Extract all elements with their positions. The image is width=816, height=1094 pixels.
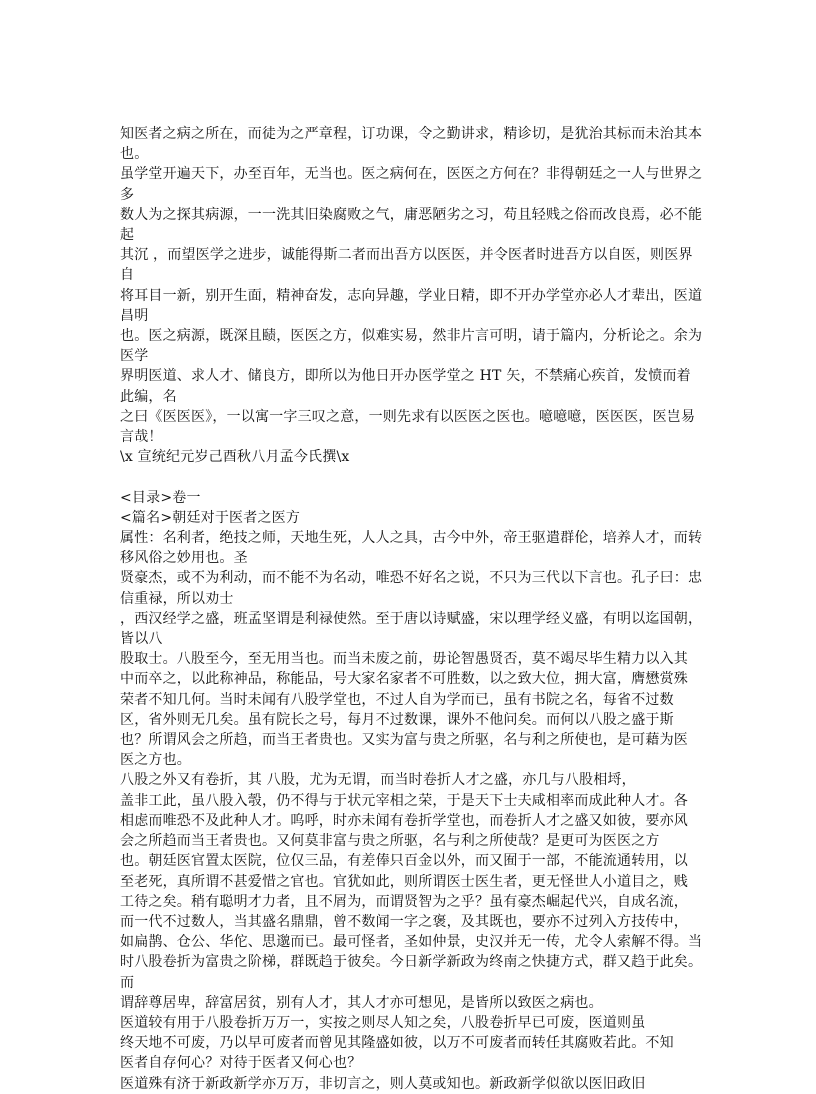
text-line: 八股之外又有卷折，其 八股，尤为无谓，而当时卷折人才之盛，亦几与八股相埒， [120,772,636,789]
text-line: 股取士。八股至今，至无用当也。而当未废之前，毋论智愚贤否，莫不竭尽毕生精力以入其 [120,651,688,668]
text-line: 医道殊有济于新政新学亦万万，非切言之，则人莫或知也。新政新学似欲以医旧政旧 [120,1075,646,1092]
text-line: 如扁鹊、仓公、华佗、思邈而已。最可怪者，圣如仲景，史汉并无一传，尤令人索解不得。当 [120,934,703,951]
text-line: <篇名>朝廷对于医者之医方 [120,509,301,526]
text-line: ，西汉经学之盛，班孟坚谓是利禄使然。至于唐以诗赋盛，宋以理学经义盛，有明以迄国朝，皆以八 [120,610,703,648]
text-line: 盖非工此，虽八股入彀，仍不得与于状元宰相之荣，于是天下士夫咸相率而成此种人才。各 [120,792,688,809]
blank-line [120,467,704,487]
text-line: \x 宣统纪元岁己酉秋八月孟今氏撰\x [120,449,350,466]
text-line: 知医者之病之所在，而徒为之严章程，订功课，令之勤讲求，精诊切，是犹治其标而未治其本也。 [120,126,703,163]
text-line: 时八股卷折为富贵之阶梯，群既趋于彼矣。今日新学新政为终南之快捷方式，群又趋于此矣。而 [120,954,703,991]
text-line: 将耳目一新，别开生面，精神奋发，志向异趣，学业日精，即不开办学堂亦必人才辈出，医道昌明 [120,287,703,324]
text-line: 相虑而唯恐不及此种人才。呜呼，时亦未闻有卷折学堂也，而卷折人才之盛又如彼，要亦风 [120,812,688,829]
text-line: 之曰《医医医》，一以寓一字三叹之意，一则先求有以医医之医也。噫噫噫，医医医，医岂易言哉！ [120,408,696,446]
text-line: 工待之矣。稍有聪明才力者，且不屑为，而谓贤智为之乎？虽有豪杰崛起代兴，自成名流， [120,893,688,910]
text-line: 医之方也。 [120,752,191,769]
text-line: 属性：名利者，绝技之师，天地生死，人人之具，古今中外，帝王驱遣群伦，培养人才，而转移风俗之妙用也。圣 [120,530,703,567]
text-line: 也？所谓风会之所趋，而当王者贵也。又实为富与贵之所驱，名与利之所使也，是可藉为医 [120,732,688,749]
text-line: 区，省外则无几矣。虽有院长之号，每月不过数课，课外不他问矣。而何以八股之盛于斯 [120,711,674,728]
text-line: 虽学堂开遍天下，办至百年，无当也。医之病何在，医医之方何在？非得朝廷之一人与世界之多 [120,166,703,203]
text-line: 也。医之病源，既深且赜，医医之方，似难实易，然非片言可明，请于篇内，分析论之。余为医学 [120,328,703,365]
text-line: 界明医道、求人才、储良方，即所以为他日开办医学堂之 HT 矢，不禁痛心疾首，发愤而着此编，名 [120,368,691,405]
text-line: 至老死，真所谓不甚爱惜之官也。官犹如此，则所谓医士医生者，更无怪世人小道目之，贱 [120,873,688,890]
text-line: 中而卒之，以此称神品，称能品，号大家名家者不可胜数，以之致大位，拥大富，膺懋赏殊 [120,671,688,688]
text-line: <目录>卷一 [120,489,201,506]
text-line: 医道较有用于八股卷折万万一，实按之则尽人知之矣，八股卷折早已可废，医道则虽 [120,1014,646,1031]
text-line: 数人为之探其病源，一一洗其旧染腐败之气，庸恶陋劣之习，苟且轻贱之俗而改良焉，必不能起 [120,206,703,244]
text-line: 也。朝廷医官置太医院，位仅三品，有差俸只百金以外，而又囿于一部，不能流通转用，以 [120,853,688,870]
text-line: 会之所趋而当王者贵也。又何莫非富与贵之所驱，名与利之所使哉？是更可为医医之方 [120,833,660,850]
text-line: 医者自存何心？对待于医者又何心也？ [120,1055,362,1072]
document-page [120,124,704,1094]
text-line: 而一代不过数人，当其盛名鼎鼎，曾不数闻一字之褒，及其既也，要亦不过列入方技传中， [120,913,688,930]
text-line: 贤豪杰，或不为利动，而不能不为名动，唯恐不好名之说，不只为三代以下言也。孔子曰：忠信重禄，所以劝士 [120,570,703,607]
text-line: 荣者不知几何。当时未闻有八股学堂也，不过人自为学而已，虽有书院之名，每省不过数 [120,691,674,708]
text-line: 其沉 ，而望医学之进步，诚能得斯二者而出吾方以医医，并令医者时进吾方以自医，则医界自 [120,247,693,284]
text-line: 终天地不可废，乃以早可废者而曾见其隆盛如彼，以万不可废者而转任其腐败若此。不知 [120,1035,674,1052]
text-line: 谓辞尊居卑，辞富居贫，别有人才，其人才亦可想见，是皆所以致医之病也。 [120,994,603,1011]
